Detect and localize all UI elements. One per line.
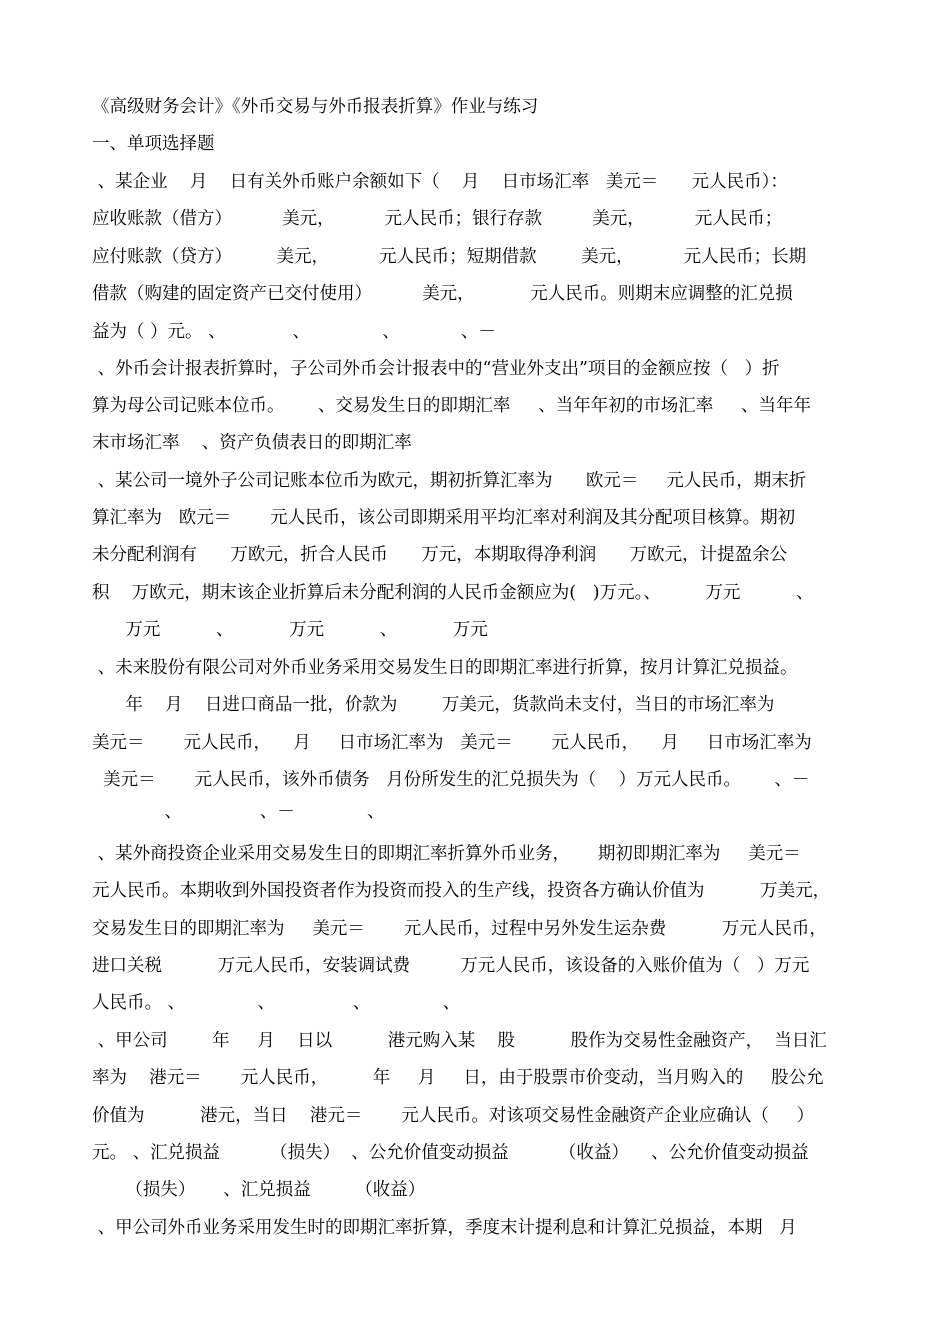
text-line: 未分配利润有 万欧元，折合人民币 万元，本期取得净利润 万欧元，计提盈余公 (92, 545, 788, 565)
text-line: 、某外商投资企业采用交易发生日的即期汇率折算外币业务， 期初即期汇率为 美元＝ (92, 844, 801, 864)
text-line: 美元＝ 元人民币，该外币债务 月份所发生的汇兑损失为（ ）万元人民币。 、－ (92, 770, 810, 790)
text-line: 、未来股份有限公司对外币业务采用交易发生日的即期汇率进行折算，按月计算汇兑损益。 (92, 658, 798, 678)
text-line: 美元＝ 元人民币， 月 日市场汇率为 美元＝ 元人民币， 月 日市场汇率为 (92, 733, 812, 753)
text-line: 、外币会计报表折算时，子公司外币会计报表中的“营业外支出”项目的金额应按（ ）折 (92, 359, 780, 379)
text-line: 、 、－ 、 (92, 802, 385, 822)
text-line: 率为 港元＝ 元人民币， 年 月 日，由于股票市价变动，当月购入的 股公允 (92, 1068, 824, 1088)
text-line: 交易发生日的即期汇率为 美元＝ 元人民币，过程中另外发生运杂费 万元人民币， (92, 919, 827, 939)
text-line: 价值为 港元，当日 港元＝ 元人民币。对该项交易性金融资产企业应确认（ ） (92, 1106, 815, 1126)
text-line: 进口关税 万元人民币，安装调试费 万元人民币，该设备的入账价值为（ ）万元 (92, 956, 810, 976)
document-title: 《高级财务会计》《外币交易与外币报表折算》作业与练习 (92, 97, 539, 117)
text-line: 借款（购建的固定资产已交付使用） 美元， 元人民币。则期末应调整的汇兑损 (92, 284, 793, 304)
section-heading: 一、单项选择题 (92, 134, 215, 154)
text-line: 应付账款（贷方） 美元， 元人民币；短期借款 美元， 元人民币；长期 (92, 247, 807, 267)
text-line: 应收账款（借方） 美元， 元人民币；银行存款 美元， 元人民币； (92, 209, 783, 229)
text-line: 人民币。 、 、 、 、 (92, 993, 461, 1013)
text-line: 、某企业 月 日有关外币账户余额如下（ 月 日市场汇率 美元＝ 元人民币）： (92, 172, 788, 192)
text-line: 算为母公司记账本位币。 、交易发生日的即期汇率 、当年年初的市场汇率 、当年年 (92, 396, 812, 416)
text-line: （损失） 、汇兑损益 （收益） (92, 1180, 426, 1200)
text-line: 年 月 日进口商品一批，价款为 万美元，货款尚未支付，当日的市场汇率为 (92, 695, 775, 715)
text-line: 算汇率为 欧元＝ 元人民币，该公司即期采用平均汇率对利润及其分配项目核算。期初 (92, 508, 796, 528)
text-line: 元人民币。本期收到外国投资者作为投资而投入的生产线，投资各方确认价值为 万美元， (92, 881, 831, 901)
text-line: 积 万欧元，期末该企业折算后未分配利润的人民币金额应为( )万元。、 万元 、 (92, 583, 814, 603)
text-line: 、甲公司 年 月 日以 港元购入某 股 股作为交易性金融资产， 当日汇 (92, 1031, 827, 1051)
text-line: 益为（ ）元。 、 、 、 、－ (92, 322, 496, 342)
text-line: 末市场汇率 、资产负债表日的即期汇率 (92, 433, 412, 453)
text-line: 万元 、 万元 、 万元 (92, 620, 488, 640)
text-line: 元。 、汇兑损益 （损失） 、公允价值变动损益 （收益） 、公允价值变动损益 (92, 1143, 809, 1163)
text-line: 、某公司一境外子公司记账本位币为欧元，期初折算汇率为 欧元＝ 元人民币，期末折 (92, 471, 807, 491)
text-line: 、甲公司外币业务采用发生时的即期汇率折算，季度末计提利息和计算汇兑损益，本期 月 (92, 1218, 797, 1238)
